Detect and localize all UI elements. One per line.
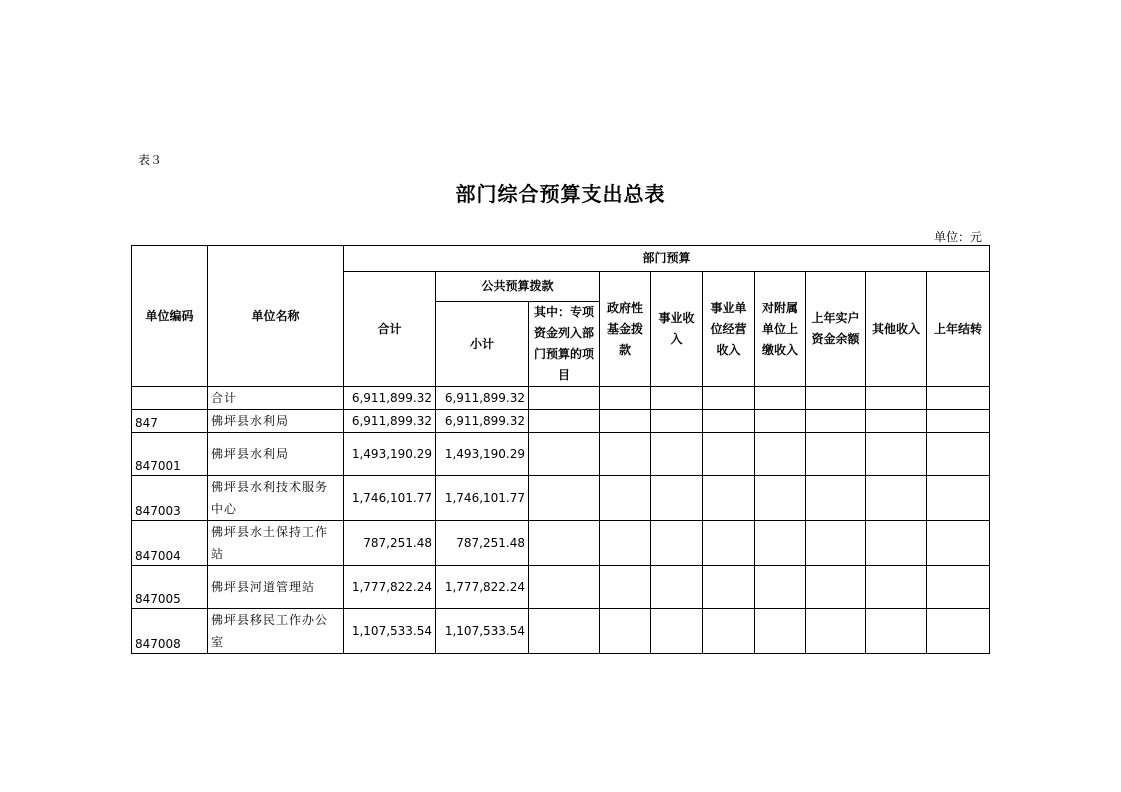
row-total: 787,251.48: [344, 521, 436, 566]
row-subtotal: 6,911,899.32: [436, 387, 529, 410]
row-name: 合计: [208, 387, 344, 410]
header-total: 合计: [344, 272, 436, 387]
unit-label: 单位：元: [933, 230, 982, 244]
row-subtotal: 1,107,533.54: [436, 609, 529, 654]
header-other-income: 其他收入: [866, 272, 927, 387]
header-prior-year-carryover: 上年结转: [927, 272, 990, 387]
row-name: 佛坪县水利局: [208, 410, 344, 433]
row-subtotal: 6,911,899.32: [436, 410, 529, 433]
header-dept-budget: 部门预算: [344, 246, 990, 272]
row-code: 847008: [132, 609, 208, 654]
header-unit-name: 单位名称: [208, 246, 344, 387]
row-subtotal: 1,777,822.24: [436, 566, 529, 609]
row-total: 6,911,899.32: [344, 387, 436, 410]
budget-table: [131, 245, 990, 654]
row-code: 847: [132, 410, 208, 433]
row-total: 1,107,533.54: [344, 609, 436, 654]
header-business-income: 事业收入: [651, 272, 703, 387]
page-title: 部门综合预算支出总表: [455, 182, 666, 206]
header-public-budget: 公共预算拨款: [436, 272, 600, 302]
row-total: 1,777,822.24: [344, 566, 436, 609]
row-name: 佛坪县水土保持工作站: [208, 521, 344, 566]
row-code: 847004: [132, 521, 208, 566]
row-code: [132, 387, 208, 410]
row-total: 1,493,190.29: [344, 433, 436, 476]
row-total: 6,911,899.32: [344, 410, 436, 433]
table-row: [132, 433, 990, 476]
header-unit-code: 单位编码: [132, 246, 208, 387]
header-special-project: 其中：专项资金列入部门预算的项目: [529, 302, 600, 387]
header-gov-fund: 政府性基金拨款: [600, 272, 651, 387]
header-prior-year-balance: 上年实户资金余额: [806, 272, 866, 387]
row-subtotal: 1,493,190.29: [436, 433, 529, 476]
row-name: 佛坪县河道管理站: [208, 566, 344, 609]
row-subtotal: 1,746,101.77: [436, 476, 529, 521]
header-business-ops-income: 事业单位经营收入: [703, 272, 755, 387]
row-subtotal: 787,251.48: [436, 521, 529, 566]
table-row: [132, 609, 990, 654]
row-code: 847001: [132, 433, 208, 476]
table-row: [132, 521, 990, 566]
row-name: 佛坪县水利技术服务中心: [208, 476, 344, 521]
header-subordinate-income: 对附属单位上缴收入: [755, 272, 806, 387]
row-code: 847003: [132, 476, 208, 521]
header-subtotal: 小计: [436, 302, 529, 387]
table-row: [132, 476, 990, 521]
row-name: 佛坪县移民工作办公室: [208, 609, 344, 654]
table-number: 表３: [138, 153, 163, 167]
table-row: [132, 387, 990, 410]
table-row: [132, 566, 990, 609]
table-row: [132, 410, 990, 433]
row-name: 佛坪县水利局: [208, 433, 344, 476]
row-total: 1,746,101.77: [344, 476, 436, 521]
row-code: 847005: [132, 566, 208, 609]
